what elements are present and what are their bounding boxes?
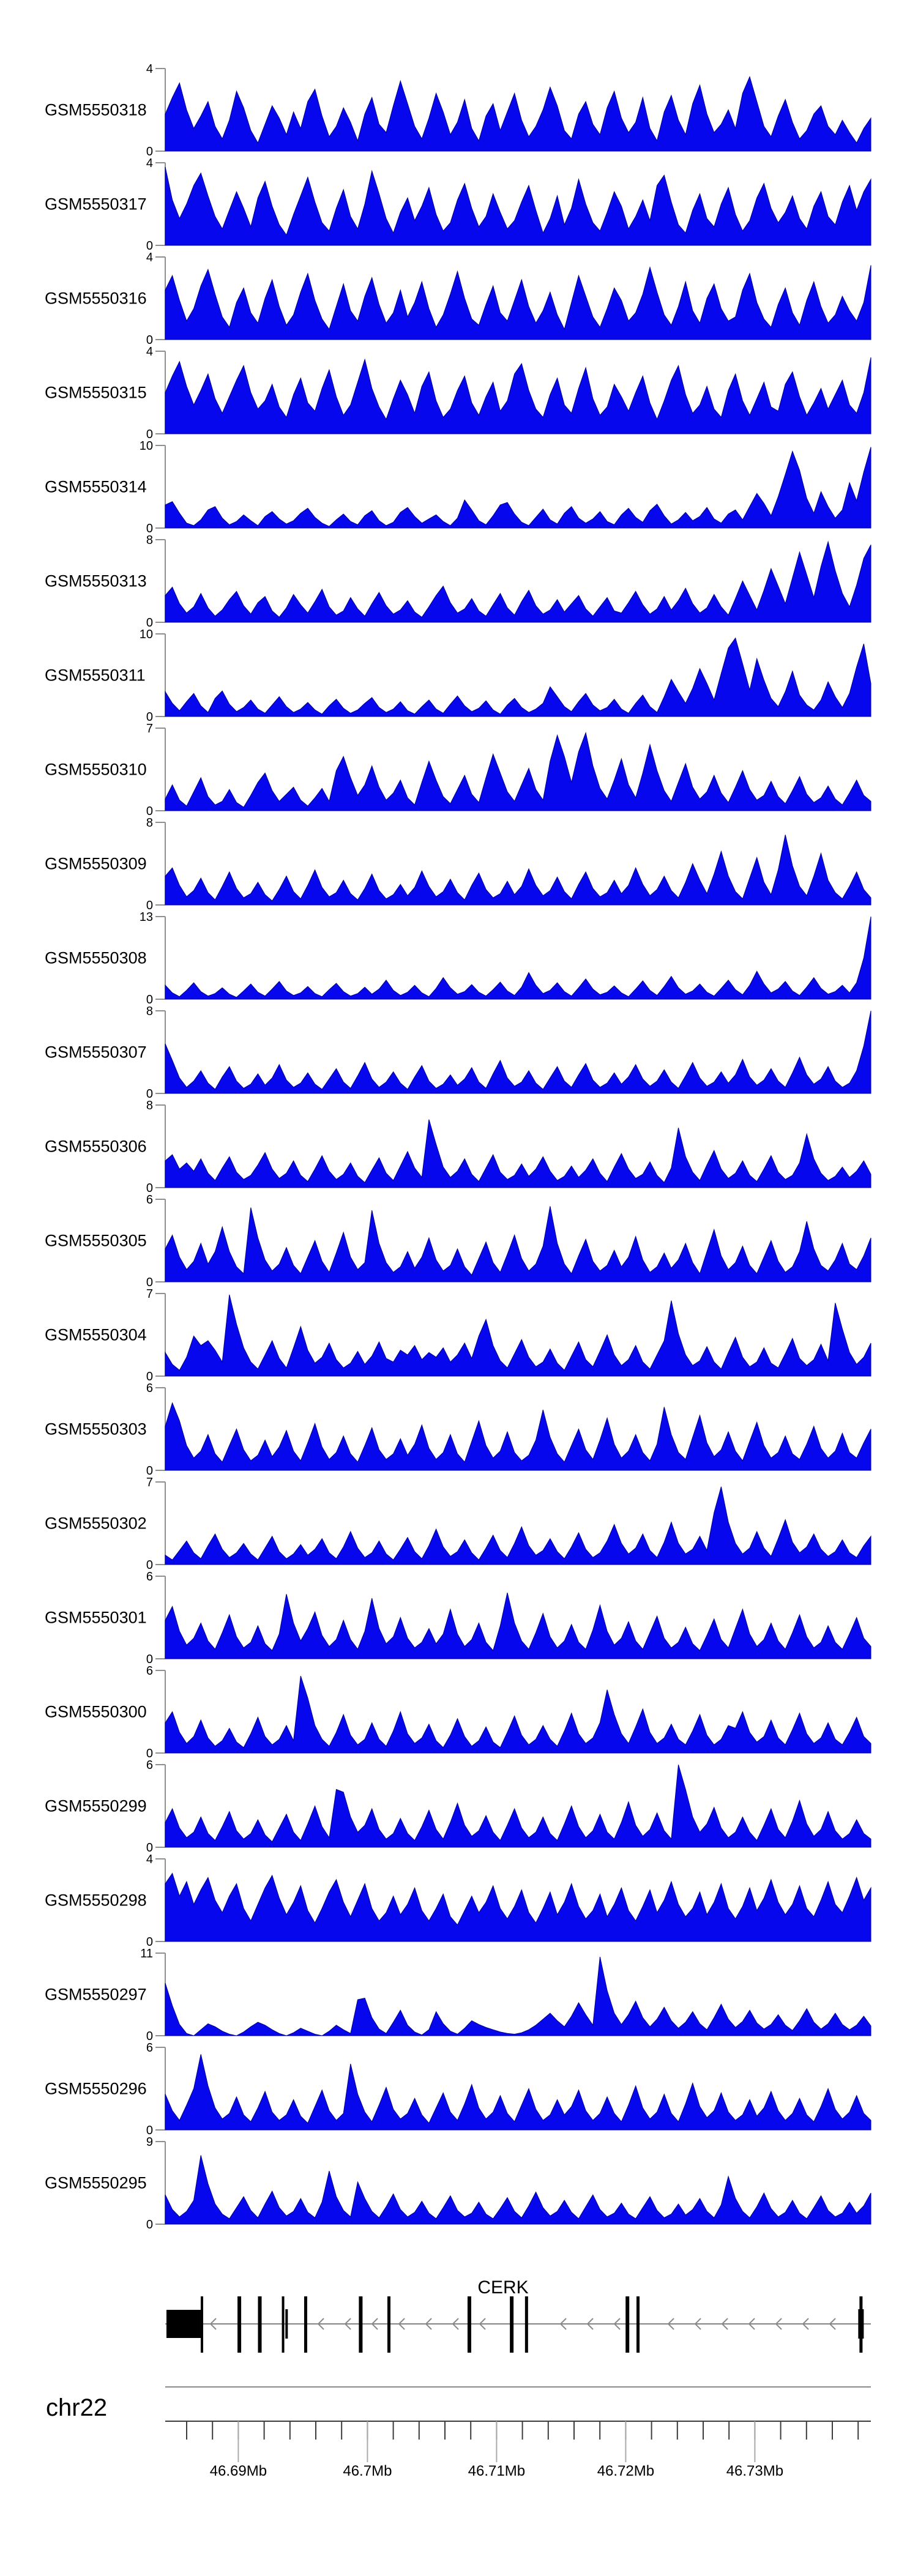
ruler-tick-label: 46.7Mb — [343, 2463, 392, 2479]
gene-exon — [387, 2296, 390, 2353]
gene-name-label: CERK — [477, 2277, 529, 2298]
y-axis-zero-label: 0 — [146, 2030, 153, 2043]
signal-area — [165, 1874, 871, 1941]
gene-exon — [468, 2296, 471, 2353]
y-axis-max-label: 7 — [146, 1287, 153, 1301]
signal-area — [165, 542, 871, 622]
y-axis-zero-label: 0 — [146, 710, 153, 724]
track-label: GSM5550310 — [45, 760, 147, 779]
y-axis-max-label: 4 — [146, 62, 153, 76]
y-axis-max-label: 4 — [146, 251, 153, 264]
signal-area — [165, 835, 871, 905]
y-axis-zero-label: 0 — [146, 2218, 153, 2232]
signal-area — [165, 1487, 871, 1565]
y-axis-max-label: 13 — [139, 910, 153, 924]
gene-exon — [237, 2296, 241, 2353]
gene-exon — [636, 2296, 640, 2353]
signal-area — [165, 1957, 871, 2036]
track-label: GSM5550314 — [45, 477, 147, 496]
y-axis-zero-label: 0 — [146, 428, 153, 441]
signal-area — [165, 1676, 871, 1753]
y-axis-zero-label: 0 — [146, 333, 153, 347]
signal-area — [165, 2156, 871, 2225]
track-label: GSM5550307 — [45, 1043, 147, 1062]
signal-area — [165, 917, 871, 999]
y-axis-max-label: 8 — [146, 1005, 153, 1018]
signal-area — [165, 357, 871, 434]
signal-area — [165, 1765, 871, 1847]
gene-exon — [359, 2296, 362, 2353]
gene-utr-box — [166, 2310, 201, 2338]
track-label: GSM5550297 — [45, 1985, 147, 2004]
signal-area — [165, 1295, 871, 1376]
y-axis-zero-label: 0 — [146, 1747, 153, 1760]
track-label: GSM5550306 — [45, 1137, 147, 1156]
y-axis-max-label: 10 — [139, 439, 153, 453]
y-axis-zero-label: 0 — [146, 1182, 153, 1195]
y-axis-zero-label: 0 — [146, 899, 153, 912]
gene-exon — [625, 2296, 629, 2353]
y-axis-zero-label: 0 — [146, 1370, 153, 1383]
y-axis-max-label: 4 — [146, 1853, 153, 1866]
gene-exon — [510, 2296, 513, 2353]
signal-area — [165, 2054, 871, 2130]
signal-area — [165, 77, 871, 152]
y-axis-max-label: 6 — [146, 1382, 153, 1395]
y-axis-max-label: 6 — [146, 1664, 153, 1678]
y-axis-max-label: 6 — [146, 2041, 153, 2055]
y-axis-zero-label: 0 — [146, 1087, 153, 1101]
gene-cds-segment — [285, 2309, 288, 2339]
y-axis-zero-label: 0 — [146, 1653, 153, 1666]
y-axis-zero-label: 0 — [146, 2124, 153, 2137]
signal-area — [165, 1403, 871, 1470]
track-label: GSM5550317 — [45, 195, 147, 214]
signal-area — [165, 638, 871, 717]
y-axis-zero-label: 0 — [146, 1464, 153, 1478]
track-label: GSM5550315 — [45, 383, 147, 402]
signal-area — [165, 266, 871, 340]
track-label: GSM5550311 — [45, 666, 146, 685]
track-label: GSM5550302 — [45, 1514, 147, 1533]
track-label: GSM5550296 — [45, 2079, 147, 2098]
track-label: GSM5550301 — [45, 1608, 147, 1627]
y-axis-max-label: 8 — [146, 534, 153, 547]
signal-area — [165, 1120, 871, 1188]
gene-exon — [525, 2296, 528, 2353]
ruler-tick-label: 46.71Mb — [468, 2463, 526, 2479]
y-axis-zero-label: 0 — [146, 1935, 153, 1949]
y-axis-max-label: 6 — [146, 1570, 153, 1584]
y-axis-zero-label: 0 — [146, 805, 153, 818]
gene-exon — [201, 2296, 203, 2353]
y-axis-max-label: 8 — [146, 816, 153, 830]
signal-area — [165, 1593, 871, 1659]
y-axis-zero-label: 0 — [146, 1276, 153, 1289]
y-axis-max-label: 8 — [146, 1099, 153, 1112]
y-axis-zero-label: 0 — [146, 522, 153, 535]
y-axis-max-label: 10 — [139, 628, 153, 641]
y-axis-zero-label: 0 — [146, 993, 153, 1007]
track-label: GSM5550295 — [45, 2173, 147, 2192]
y-axis-max-label: 6 — [146, 1193, 153, 1207]
track-label: GSM5550313 — [45, 571, 147, 590]
ruler-tick-label: 46.73Mb — [726, 2463, 784, 2479]
chromosome-label: chr22 — [46, 2394, 108, 2421]
track-label: GSM5550304 — [45, 1325, 147, 1344]
track-label: GSM5550303 — [45, 1420, 147, 1439]
signal-area — [165, 733, 871, 811]
gene-cds-segment — [858, 2309, 864, 2339]
y-axis-max-label: 4 — [146, 345, 153, 359]
y-axis-zero-label: 0 — [146, 239, 153, 253]
y-axis-zero-label: 0 — [146, 616, 153, 630]
track-label: GSM5550305 — [45, 1231, 147, 1250]
y-axis-max-label: 4 — [146, 157, 153, 170]
y-axis-zero-label: 0 — [146, 145, 153, 158]
y-axis-max-label: 6 — [146, 1759, 153, 1772]
y-axis-max-label: 11 — [140, 1947, 153, 1960]
ruler-tick-label: 46.72Mb — [597, 2463, 655, 2479]
signal-area — [165, 447, 871, 528]
track-label: GSM5550308 — [45, 948, 147, 967]
gene-exon — [304, 2296, 307, 2353]
track-label: GSM5550298 — [45, 1891, 147, 1910]
y-axis-zero-label: 0 — [146, 1558, 153, 1572]
track-label: GSM5550318 — [45, 100, 147, 119]
track-label: GSM5550309 — [45, 854, 147, 873]
y-axis-max-label: 7 — [146, 1476, 153, 1489]
y-axis-max-label: 7 — [146, 722, 153, 735]
gene-exon — [282, 2296, 285, 2353]
signal-area — [165, 1011, 871, 1093]
track-label: GSM5550316 — [45, 289, 147, 308]
signal-area — [165, 1206, 871, 1282]
signal-area — [165, 167, 871, 245]
gene-exon — [258, 2296, 262, 2353]
track-label: GSM5550300 — [45, 1702, 147, 1721]
y-axis-zero-label: 0 — [146, 1841, 153, 1855]
track-label: GSM5550299 — [45, 1796, 147, 1815]
ruler-tick-label: 46.69Mb — [209, 2463, 267, 2479]
y-axis-max-label: 9 — [146, 2135, 153, 2149]
